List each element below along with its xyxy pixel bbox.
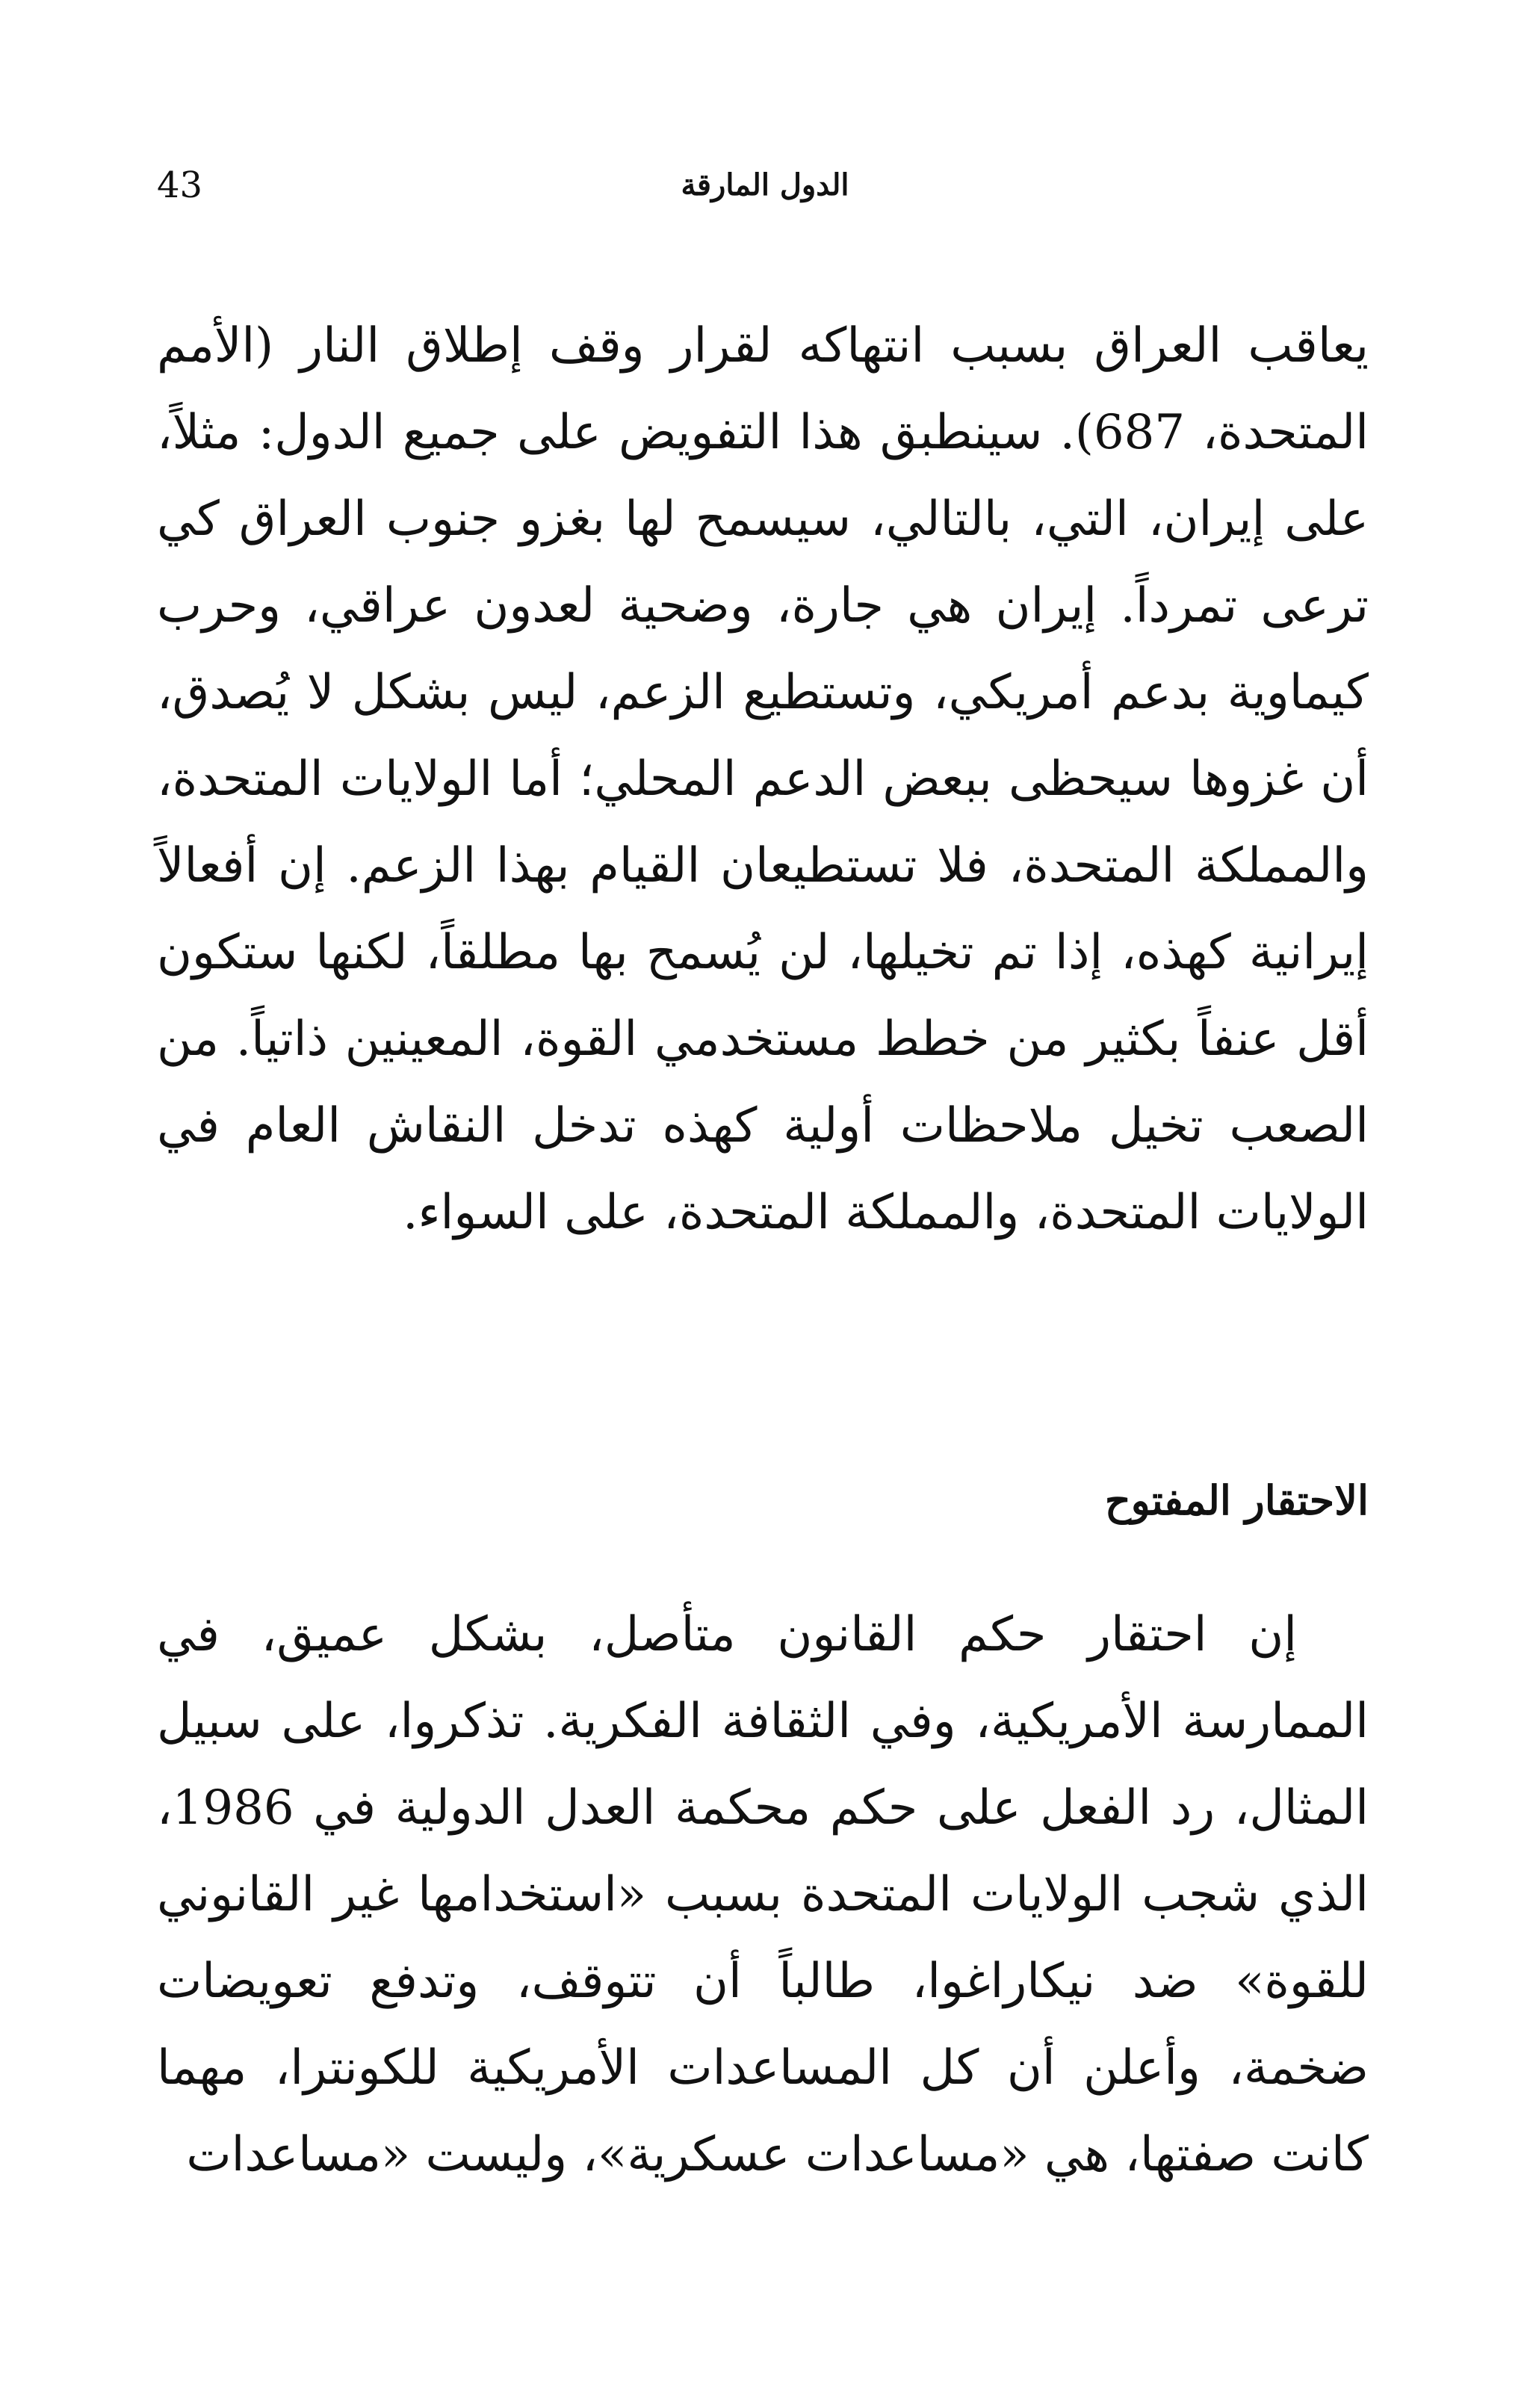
page-header — [157, 163, 1373, 223]
section-heading: الاحتقار المفتوح — [1104, 1476, 1369, 1524]
body-paragraph: إن احتقار حكم القانون متأصل، بشكل عميق، في الممارسة الأمريكية، وفي الثقافة الفكرية. تذكروا، على سبيل المثال، رد الفعل على حكم محكمة العدل الدولية في 1986، الذي شجب الولايات المتحدة بسبب «استخدامها غير القانوني للقوة» ضد نيكاراغوا، طالباً أن تتوقف، وتدفع تعويضات ضخمة، وأعلن أن كل المساعدات الأمريكية للكونترا، مهما كانت صفتها، هي «مساعدات عسكرية»، وليست «مساعدات — [157, 1607, 1369, 2182]
page-number: 43 — [157, 164, 203, 206]
running-title: الدول المارقة — [681, 167, 849, 202]
body-paragraph: يعاقب العراق بسبب انتهاكه لقرار وقف إطلاق النار (الأمم المتحدة، 687). سينطبق هذا التفويض على جميع الدول: مثلاً، على إيران، التي، بالتالي، سيسمح لها بغزو جنوب العراق كي ترعى تمرداً. إيران هي جارة، وضحية لعدون عراقي، وحرب كيماوية بدعم أمريكي، وتستطيع الزعم، ليس بشكل لا يُصدق، أن غزوها سيحظى ببعض الدعم المحلي؛ أما الولايات المتحدة، والمملكة المتحدة، فلا تستطيعان القيام بهذا الزعم. إن أفعالاً إيرانية كهذه، إذا تم تخيلها، لن يُسمح بها مطلقاً، لكنها ستكون أقل عنفاً بكثير من خطط مستخدمي القوة، المعينين ذاتياً. من الصعب تخيل ملاحظات أولية كهذه تدخل النقاش العام في الولايات المتحدة، والمملكة المتحدة، على السواء. — [157, 318, 1369, 1240]
